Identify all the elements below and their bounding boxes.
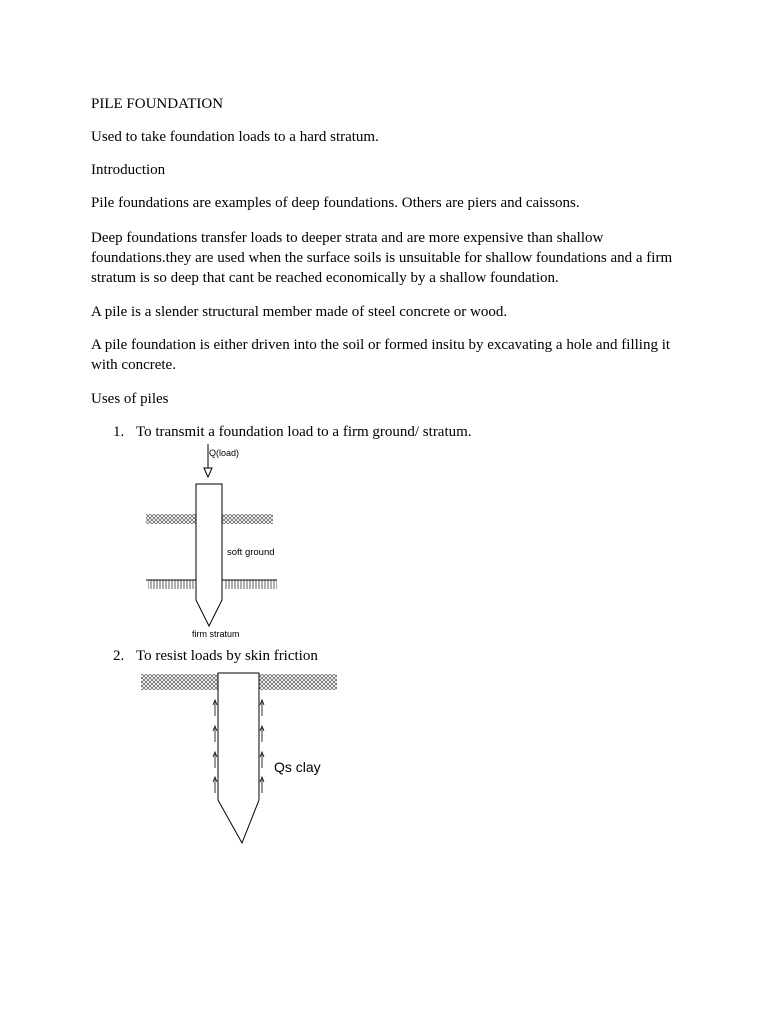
paragraph-line: Deep foundations transfer loads to deeper strata and are more expensive than shallow — [91, 230, 604, 246]
soft-ground-label: soft ground — [227, 547, 275, 558]
stratum-hatch-right — [224, 580, 277, 589]
figure-end-bearing-pile — [146, 444, 277, 639]
paragraph-line: A pile foundation is either driven into the soil or formed insitu by excavating a hole and filling it — [91, 337, 671, 353]
load-label: Q(load) — [209, 448, 240, 458]
list-item-text: To resist loads by skin friction — [136, 648, 318, 664]
paragraph-pile-definition: A pile is a slender structural member made of steel concrete or wood. — [91, 304, 508, 320]
list-item-number: 1. — [113, 424, 125, 440]
skin-friction-label: Qs clay — [274, 759, 321, 775]
ground-hatch-right — [222, 514, 273, 524]
heading-introduction: Introduction — [91, 162, 166, 178]
ground-hatch-right — [259, 674, 337, 690]
document-title: PILE FOUNDATION — [91, 96, 224, 112]
paragraph-line: with concrete. — [91, 357, 176, 373]
load-arrow-head — [204, 468, 212, 477]
paragraph-line: foundations.they are used when the surface soils is unsuitable for shallow foundations and a firm — [91, 250, 673, 266]
pile-shaft — [218, 673, 259, 843]
ground-hatch-left — [141, 674, 218, 690]
paragraph-deep-foundations: Pile foundations are examples of deep foundations. Others are piers and caissons. — [91, 195, 580, 211]
ground-hatch-left — [146, 514, 196, 524]
figure-friction-pile — [141, 673, 337, 843]
paragraph-line: stratum is so deep that cant be reached economically by a shallow foundation. — [91, 270, 559, 286]
list-item-number: 2. — [113, 648, 125, 664]
intro-summary: Used to take foundation loads to a hard stratum. — [91, 129, 379, 145]
firm-stratum-label: firm stratum — [192, 629, 240, 639]
stratum-hatch-left — [148, 580, 196, 589]
pile-shaft — [196, 484, 222, 626]
list-item-text: To transmit a foundation load to a firm ground/ stratum. — [136, 424, 472, 440]
heading-uses-of-piles: Uses of piles — [91, 391, 169, 407]
